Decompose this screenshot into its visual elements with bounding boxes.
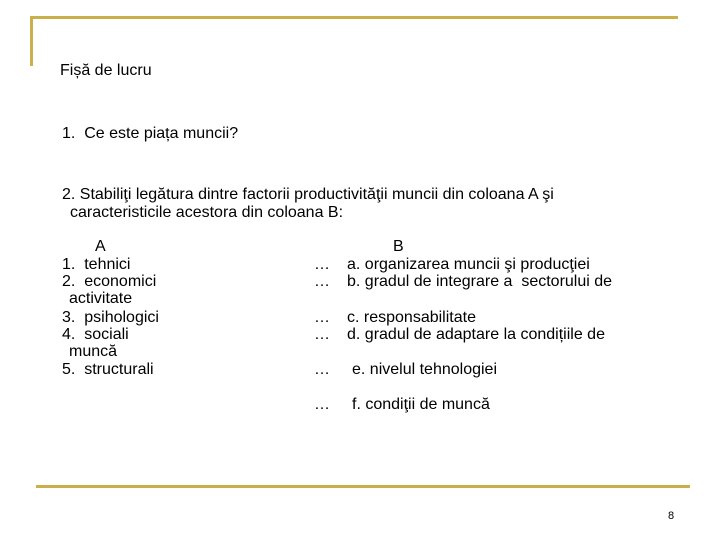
column-b-ellipsis: …: [314, 396, 330, 413]
slide-title: Fișă de lucru: [60, 62, 152, 79]
column-b-ellipsis: …: [314, 309, 330, 326]
column-b-item: e. nivelul tehnologiei: [352, 361, 497, 378]
question-2-line-1: 2. Stabiliţi legătura dintre factorii productivităţii muncii din coloana A şi: [62, 186, 554, 203]
column-b-ellipsis: …: [314, 326, 330, 343]
column-a-item-continuation: activitate: [69, 290, 133, 307]
page-number: 8: [668, 510, 675, 522]
column-b-ellipsis: …: [314, 256, 330, 273]
left-rule: [30, 16, 33, 66]
column-a-header: A: [95, 238, 106, 255]
column-a-item: 5. structurali: [62, 361, 154, 378]
column-b-item: b. gradul de integrare a sectorului de: [347, 273, 613, 290]
top-rule: [30, 16, 678, 19]
column-a-item: 3. psihologici: [62, 309, 159, 326]
column-b-ellipsis: …: [314, 273, 330, 290]
bottom-rule: [36, 485, 690, 488]
column-a-item-continuation: muncă: [69, 343, 118, 360]
column-b-item: f. condiţii de muncă: [352, 396, 490, 413]
column-a-item: 4. sociali: [62, 326, 129, 343]
column-b-item: a. organizarea muncii şi producţiei: [347, 256, 590, 273]
question-2-line-2: caracteristicile acestora din coloana B:: [70, 204, 344, 221]
question-1: 1. Ce este piața muncii?: [62, 125, 239, 142]
column-b-header: B: [393, 238, 404, 255]
column-b-item: d. gradul de adaptare la condițiile de: [347, 326, 605, 343]
column-b-ellipsis: …: [314, 361, 330, 378]
column-a-item: 1. tehnici: [62, 256, 131, 273]
column-a-item: 2. economici: [62, 273, 157, 290]
column-b-item: c. responsabilitate: [347, 309, 476, 326]
